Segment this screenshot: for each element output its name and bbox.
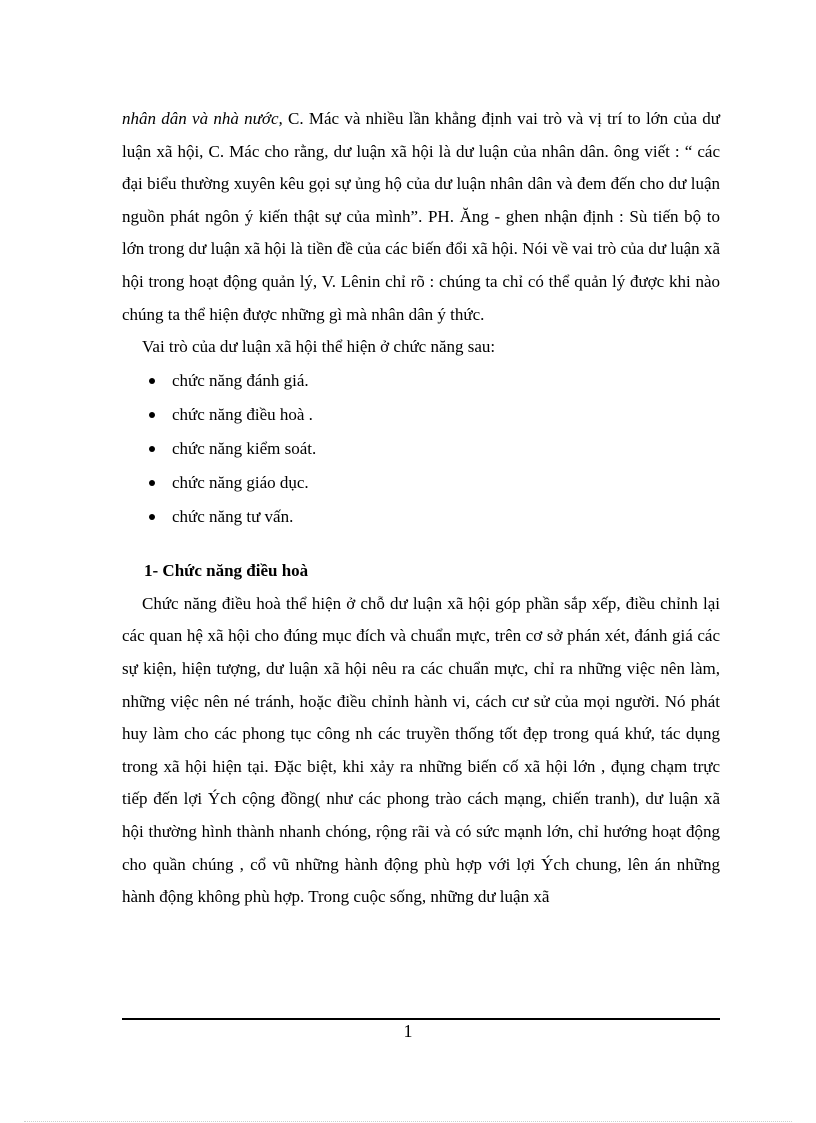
spacer <box>122 534 720 554</box>
bullet-icon <box>149 446 155 452</box>
page-edge-divider <box>24 1121 792 1122</box>
intro-italic-lead: nhân dân và nhà nước, <box>122 109 283 128</box>
section-heading: 1- Chức năng điều hoà <box>144 560 309 580</box>
intro-paragraph <box>122 103 720 331</box>
functions-intro: Vai trò của dư luận xã hội thể hiện ở chức năng sau: <box>142 337 496 357</box>
intro-text: C. Mác và nhiều lần khẳng định vai trò và vị trí to lớn của dư luận xã hội, C. Mác cho rằng, dư luận xã hội là dư luận của nhân dân. ông viết : “ các đại biểu thường xuyên kêu gọi sự ủng hộ của dư luận nhân dân và đem đến cho dư luận nguồn phát ngôn ý kiến thật sự của mình”. PH. Ăng - ghen nhận định : Sù tiến bộ to lớn trong dư luận xã hội là tiền đề của các biến đổi xã hội. Nói về vai trò của dư luận xã hội trong hoạt động quản lý, V. Lênin chỉ rõ : chúng ta chỉ có thể quản lý được khi nào chúng ta thể hiện được những gì mà nhân dân ý thức. <box>122 109 720 324</box>
list-item <box>122 500 720 534</box>
list-item <box>122 432 720 466</box>
list-item <box>122 364 720 398</box>
list-item <box>122 398 720 432</box>
list-item-label: chức năng đánh giá. <box>172 370 309 390</box>
list-item <box>122 466 720 500</box>
functions-list <box>122 364 720 534</box>
list-item-label: chức năng tư vấn. <box>172 506 294 526</box>
bullet-icon <box>149 480 155 486</box>
bullet-icon <box>149 412 155 418</box>
bullet-icon <box>149 378 155 384</box>
page-number: 1 <box>403 1021 413 1041</box>
bullet-icon <box>149 514 155 520</box>
list-item-label: chức năng giáo dục. <box>172 472 309 492</box>
section-body: Chức năng điều hoà thể hiện ở chỗ dư luận xã hội góp phần sắp xếp, điều chỉnh lại các quan hệ xã hội cho đúng mục đích và chuẩn mực, trên cơ sở phán xét, đánh giá các sự kiện, hiện tượng, dư luận xã hội nêu ra các chuẩn mực, chỉ ra những việc nên làm, những việc nên né tránh, hoặc điều chỉnh hành vi, cách cư sử của mọi người. Nó phát huy làm cho các phong tục công nh các truyền thống tốt đẹp trong quá khứ, tác dụng trong xã hội hiện tại. Đặc biệt, khi xảy ra những biến cố xã hội lớn , đụng chạm trực tiếp đến lợi Ých cộng đồng( như các phong trào cách mạng, chiến tranh), dư luận xã hội thường hình thành nhanh chóng, rộng rãi và có sức mạnh lớn, chỉ hướng hoạt động cho quần chúng , cổ vũ những hành động phù hợp với lợi Ých chung, lên án những hành động không phù hợp. Trong cuộc sống, những dư luận xã <box>122 593 720 907</box>
page-content <box>122 103 720 914</box>
list-item-label: chức năng điều hoà . <box>172 404 313 424</box>
list-item-label: chức năng kiểm soát. <box>172 438 317 458</box>
